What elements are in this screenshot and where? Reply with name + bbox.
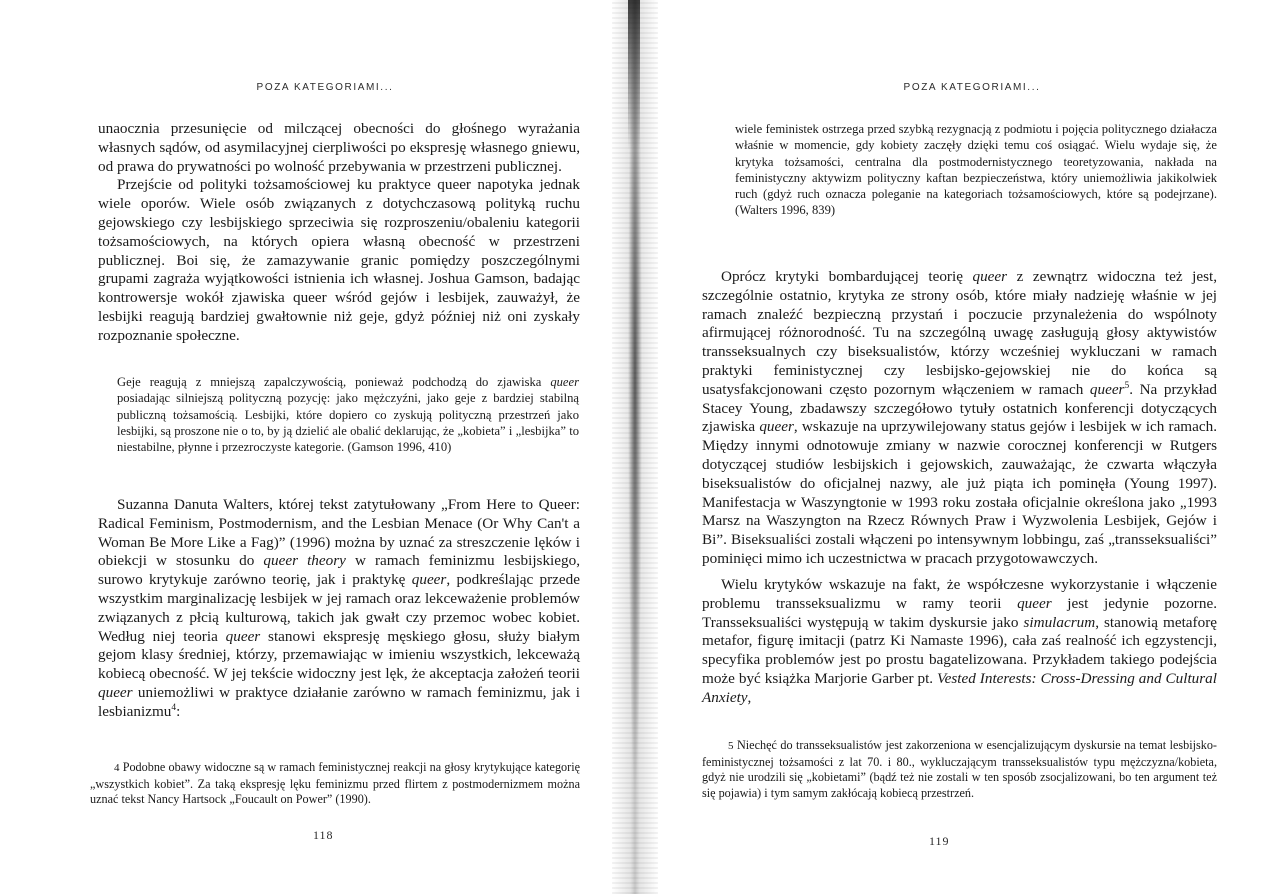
walters-quote: wiele feministek ostrzega przed szybką rezygnacją z podmiotu i pojęcia politycznego działacza właśnie w momencie, gdy kobiety zaczęły dzięki temu coś osiągać. Wielu wydaje się, że krytyka tożsamości, centralna dla postmodernistycznego teoretyzowania, nakłada na feministyczny aktywizm polityczny kaftan bezpieczeństwa, który uniemożliwia jakikolwiek ruch (gdyż ruch oznacza poleganie na kategoriach tożsamościowych, które są podejrzane). (Walters 1996, 839) <box>735 122 1217 218</box>
walters-em-1: queer theory <box>263 552 346 570</box>
right-running-head: POZA KATEGORIAMI... <box>903 82 1041 93</box>
walters-paragraph <box>98 496 580 722</box>
left-paragraph-1: unaocznia przesunięcie od milczącej obecności do głośnego wyrażania własnych sądów, od asymilacyjnej cierpliwości po ekspresję własnego gniewu, od prawa do prywatności po wolność przebywania w przestrzeni publicznej. <box>98 120 580 175</box>
right-p1-text-3: . Na przykład Stacey Young, zbadawszy szczegółowo tytuły ostatnich konferencji dotyczących zjawiska <box>702 380 1218 436</box>
footnote-5-number: 5 <box>728 740 734 752</box>
footnote-5-text: Niechęć do transseksualistów jest zakorzeniona w esencjalizującym dyskursie na temat lesbijsko-feministycznej tożsamości z lat 70. i 80., wykluczającym transseksualistów typu mężczyzna/kobieta, gdyż nie urodzili się „kobietami” (bądź też nie zostali w ten sposób zsocjalizowani, bo ten argument też się pojawia) i tym samym zakłócają kobiecą przestrzeń. <box>702 738 1217 800</box>
walters-text-2: w ramach feminizmu lesbijskiego, surowo krytykuje zarówno teorię, jak i praktykę <box>98 552 580 589</box>
footnote-ref-5[interactable]: 5 <box>1124 380 1130 391</box>
footnote-5 <box>702 738 1217 801</box>
walters-em-4: queer <box>98 683 133 701</box>
walters-em-2: queer <box>411 571 447 589</box>
walters-text-6: : <box>176 702 181 720</box>
footnote-4 <box>90 760 580 808</box>
left-page-number: 118 <box>313 828 334 842</box>
right-p2-text-4: , <box>747 688 752 706</box>
right-page-number: 119 <box>929 834 950 848</box>
walters-text-5: uniemożliwi w praktyce działanie zarówno w ramach feminizmu, jak i lesbianizmu <box>98 683 580 720</box>
right-p1-em-1: queer <box>972 268 1008 285</box>
right-p1-text-1: Oprócz krytyki bombardującej teorię <box>721 268 973 285</box>
walters-text-4: stanowi ekspresję męskiego głosu, służy białym gejom klasy średniej, którzy, przemawiając w imieniu wszystkich, lekceważą kobiecą obecność. W jej tekście widoczny jest lęk, że akceptacja założeń teorii <box>98 627 580 683</box>
gamson-quote-em: queer <box>550 375 579 389</box>
left-page <box>0 0 630 894</box>
left-paragraph-2-text: Przejście od polityki tożsamościowej ku praktyce queer napotyka jednak wiele oporów. Wiele osób związanych z dotychczasową polityką ruchu gejowskiego czy lesbijskiego sprzeciwia się rozproszeniu/obaleniu kategorii tożsamościowych, na których opiera własną obecność w przestrzeni publicznej. Boi się, że zamazywanie granic pomiędzy poszczególnymi grupami zagraża wyjątkowości istnienia ich własnej. Joshua Gamson, badając kontrowersje wokół zjawiska queer wśród gejów i lesbijek, zauważył, że lesbijki reagują bardziej gwałtownie niż geje, gdyż później niż oni zyskały rozpoznanie społeczne. <box>98 176 580 344</box>
footnote-ref-4[interactable]: 4 <box>171 702 177 713</box>
right-p1-text-2: z zewnątrz widoczna też jest, szczególnie ostatnio, krytyka ze strony osób, które miały nadzieję właśnie w jej ramach znaleźć bezpieczną przystań i poczucie przynależenia do wspólnoty afirmującej różnorodność. Tu na szczególną uwagę zasługują głosy aktywistów transseksualnych czy biseksualistów, którzy wcześniej wykluczani w ramach praktyki feministycznej czy lesbijsko-gejowskiej nie do końca są usatysfakcjonowani często pozornym włączeniem w ramach <box>702 268 1217 398</box>
gamson-quote-part-1: Geje reagują z mniejszą zapalczywością, ponieważ podchodzą do zjawiska <box>117 375 551 389</box>
left-opening-paragraphs <box>98 120 580 346</box>
right-p2-em-1: queer <box>1017 594 1052 612</box>
walters-em-3: queer <box>225 627 261 645</box>
right-p1-em-2: queer <box>1089 380 1125 398</box>
right-page <box>632 0 1262 894</box>
gamson-quote <box>117 374 579 455</box>
footnote-4-text: Podobne obawy widoczne są w ramach feministycznej reakcji na głosy krytykujące kategorię „wszystkich kobiet”. Za taką ekspresję lęku feminizmu przed flirtem z postmodernizmem można uznać tekst Nancy Hartsock „Foucault on Power” (1990). <box>90 760 581 807</box>
right-p1-text-4: , wskazuje na uprzywilejowany status gejów i lesbijek w ich ramach. Między innymi odnotowuje zmiany w nazwie corocznej konferencji w Rutgers dotyczącej studiów lesbijskich i gejowskich, zauważając, że czwarta włączyła biseksualistów do oficjalnej nazwy, ale już piąta ich pominęła (Young 1997). Manifestacja w Waszyngtonie w 1993 roku została oficjalnie określona jako „1993 Marsz na Waszyngton na Rzecz Równych Praw i Wyzwolenia Lesbijek, Gejów i Bi”. Biseksualiści zostali włączeni po intensywnym lobbingu, zaś „transseksualiści” pominięci mimo ich uczestnictwa w pracach przygotowawczych. <box>702 418 1217 567</box>
left-paragraph-2 <box>98 176 580 345</box>
footnote-4-number: 4 <box>114 762 120 774</box>
right-paragraph-2 <box>702 576 1217 708</box>
right-p2-text-3: , stanowią metaforę metafor, figurę imitacji (patrz Ki Namaste 1996), cała zaś realność ich egzystencji, specyfika problemów jest po prostu bagatelizowana. Przykładem takiego podejścia może być książka Marjorie Garber pt. <box>702 613 1217 687</box>
right-p2-text-1: Wielu krytyków wskazuje na fakt, że współczesne wykorzystanie i włączenie problemu transseksualizmu w ramy teorii <box>702 576 1217 612</box>
left-running-head: POZA KATEGORIAMI... <box>256 82 394 93</box>
right-p2-em-3: Vested Interests: Cross-Dressing and Cultural Anxiety <box>702 669 1217 706</box>
walters-text-1: Suzanna Danuta Walters, której tekst zatytułowany „From Here to Queer: Radical Feminism, Postmodernism, and the Lesbian Menace (Or Why Can't a Woman Be More Like a Fag)” (1996) można by uznać za streszczenie lęków i obiekcji w stosunku do <box>98 496 580 570</box>
walters-text-3: , podkreślając przede wszystkim marginalizację lesbijek w jej ramach oraz lekceważenie problemów związanych z płcią kulturową, takich jak gwałt czy przemoc wobec kobiet. Według niej teoria <box>98 571 580 645</box>
gamson-quote-part-2: posiadając silniejszą polityczną pozycję: jako mężczyźni, jako geje z bardziej stabilną publiczną tożsamością. Lesbijki, które dopiero co zyskują polityczną przestrzeń jako lesbijki, są proszone nie o to, by ją dzielić ale obalić deklarując, że „kobieta” i „lesbijka” to niestabilne, płynne i przezroczyste kategorie. (Gamson 1996, 410) <box>117 391 579 455</box>
right-p2-text-2: jest jedynie pozorne. Transseksualiści występują w takim dyskursie jako <box>702 594 1217 631</box>
right-p1-em-3: queer <box>759 418 794 436</box>
right-p2-em-2: simulacrum <box>1023 613 1096 631</box>
right-paragraph-1 <box>702 268 1217 569</box>
